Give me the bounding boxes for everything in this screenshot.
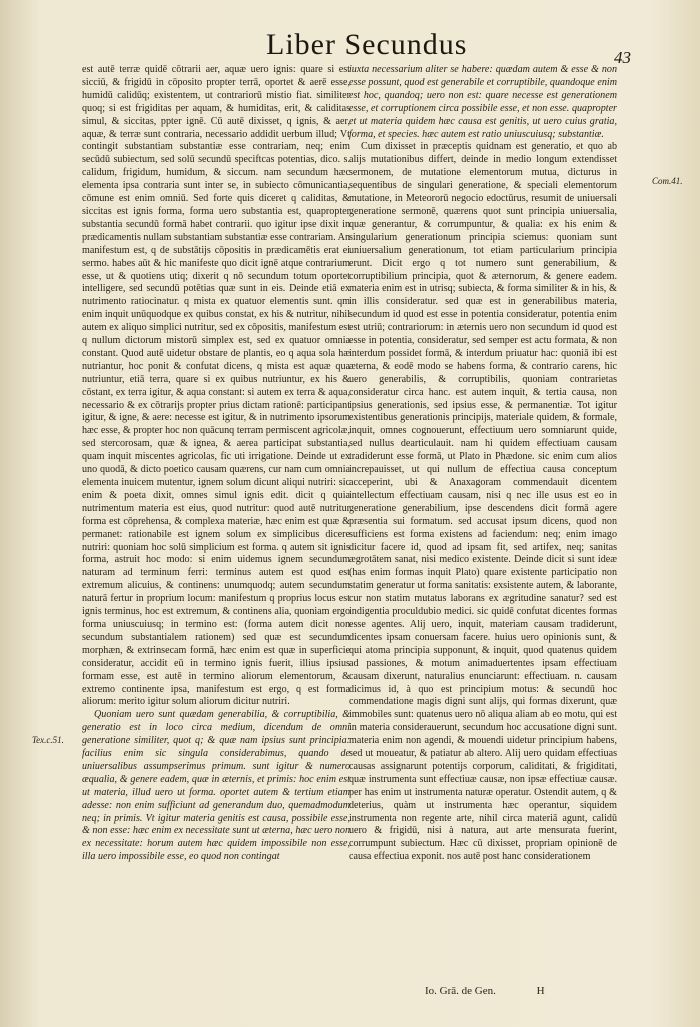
- signature-mark: Io. Grā. de Gen.: [425, 985, 496, 997]
- aristotle-text-paragraph: Quoniam uero sunt quædam generabilia, & corruptibilia, & generatio est in loco circa medium, dicendum de omni generatione similiter, quot q; & quæ nam ipsius sunt principia: facilius enim sic singula considerabimus, quando de uniuersalibus assumpserimus primum. sunt igitur & numero æqualia, & genere eadem, quæ in æternis, et primis: hoc enim est ut materia, illud uero ut forma. oportet autem & tertium etiam adesse: non enim sufficiunt ad generandum duo, quemadmodum neq; in primis. Vt igitur materia genitis est causa, possibile esse, & non esse: hæc enim ex necessitate sunt ut æterna, hæc uero non ex necessitate: horum autem hæc quidem impossibile non esse, illa uero impossibile esse, eo quod non contingat: [82, 709, 350, 863]
- signature-line: [425, 985, 545, 997]
- left-column: [82, 64, 350, 864]
- page-title: Liber Secundus: [266, 28, 468, 61]
- right-column: [349, 64, 617, 864]
- commentary-paragraph: est autē terræ quidē cōtrarii aer, aquæ uero ignis: quare si est sicciū, & frigidū in cōposito propter terrā, oportet & aerē esse, humidū calidūq; existentem, ut contrariorū mistio fiat. similiter quoq; si est frigiditas per aquam, & humiditas, erit, & caliditas simul, & siccitas, ppter ignē. Cū autē dixisset, q ignis, & aer, aquæ, & terræ sunt contraria, necessario addidit uerbum illud; Vt contingit substantiam substantiæ esse contrariam, neq; enim secūdū subiectum, sed solū secundū speciftcas potentias, dico. s. calidum, frigidum, humidum, & siccum. nam secundum hæc elementa ipsa contraria sunt inter se, in subiecto cōmunicantia, cōmune est enim omniū. Sed forte quis diceret q caliditas, & siccitas est ignis forma, forma uero substantia est, quapropter substantia secundū formā habet contrarii. quo igitur ipse dixit in prædicamentis nullam substantiam substantiæ esse contrariam. An manifestum est, q de substātijs cōpositis in prædicamētis erat ei sermo. habes aūt & hic manifeste quo dicit ignē atque contrarium esse, ut & quotiens utiq; dixerit q nō secundum totum oportet intelligere, sed secundū potētias quæ sunt in eis. Deinde etiā ex nutrimento ratiocinatur. q mista ex quatuor elementis sunt. qm enim inquit unūquodque ex quibus constat, ex his & nutritur, nihil autem ex aliquo simplici nutritur, sed ex cōpositis, manifestum est q nullum dictorum mistorū simplex est, sed ex quatuor omnia constant. Quod autē uidetur obstare de plantis, eo q aqua sola hæ nutriantur, hoc ponit & confutat dicens, q mista est aquæ qua nutriuntur, etiā terra, quare si ex quibus nutriuntur, ex his & cōstant, ex terra igitur, & aqua constant: si autem ex terra & aqua, necessario & ex cōtrarijs propter prius dictam rationē: participant igitur, & igne, & aere: necesse est igitur, & in nutrimento ipsorum hæc esse, & propter hoc non quācunq terram permiscent agricolæ, sed stercorosam, quæ & ignea, & aerea participat substantia, quam inquit miscentes agricolas, fic uti irrigatione. Deinde ut ex uno quodā, & dicto poetico causam quærens, cur nam cum omnia elementa inuicem mutentur, ignem solum dicunt aliqui nutriri: sic enim & poeta dixit, omnes simul ignis edit. dicit q quia nutrimentum materia est eius, quod nutritur: quod autē nutritur forma est cōprehensa, & complexa materiæ, hæc enim est quæ & permanet: rationabile est ignem solum ex simplicibus dicere nutriri: quoniam hoc solū simplicium est forma. q autem sit ignis forma, astruit hoc modo: si enim uidemus ignem secundum naturam ad terminum ferri: terminus autem est quod est extremum alicuius, & continens: unumquodq; autem secundum naturā fertur in proprium locum: manifestum q proprius locus est ignis terminus, hoc est extremum, & continens alia, quoniam ergo forma uniuscuiusq; in termino est: (forma autem dicit non secundum substantialem rationem) sed quæ est secundum morphæn, & extrinsecam formā, hæc enim est quæ in superficie consideratur, accidit eū in termino ignis fuerit, illius ipsius formam esse, est autē in termino aliorum elementorum, & extremo continente ipsa, manifestum est ergo, q est forma aliorum: merito igitur solum aliorum dicitur nutriri.: [82, 64, 350, 708]
- signature-letter: H: [536, 985, 545, 997]
- page-number: 43: [614, 48, 631, 67]
- margin-note-commentary-ref: Com.41.: [652, 176, 683, 186]
- commentary-paragraph: Cum dixisset in præceptis quidnam est generatio, et quo ab alijs mutationibus differt, deinde in medio longum extendisset sermonem, de mutatione elementorum mutua, dicturus in sequentibus de singulari generatione, & speciali elementorum mutatione, in Meteororū negocio edoctūrus, resumit de uniuersali generatione sermonē, quærens quot sunt principia uniuersalia, quæ generantur, & corrumpuntur, & qualia: ex his enim & singularium generationum principia sciemus: quoniam sunt uniuersalium generationum, tot etiam particularium principia erunt. Dicit ergo q tot numero sunt generabilium, & corruptibilium principia, quot & æternorum, & genere eadem. materia enim est in utrisq; subiecta, & forma similiter & in his, & in illis consideratur. sed quæ est in generabilibus materia, secundum id quod est esse in potentia consideratur, potentia enim est utriū; contrariorum: in æternis uero non secundum id quod est esse in potentia, consideratur, sed semper est actu formata, & non interdum possidet formā, & interdum priuatur hac: quoniā ibi est æterna, & eodē modo se habens forma, & contrario carens, hic uero generabilis, & corruptibilis, quoniam contrarietas consideratur circa hanc. est autem inquit, & tertia causa, non ipsius generationis, sed ipsius esse, & permanentiæ. Tot igitur existentibus generationis principijs, materiale quidem, & formale, inquit, omnes cognouerunt, effectiuum uero somniarunt quide, sed nullus dearticulauit. nam hi quidem effectiuam causam tradiderunt esse formā, ut Plato in Phædone. sic enim cum alios increpauisset, ut qui nullum de effectiua causa conceptum acceperint, ubi & Anaxagoram commendauit dicentem intellectum effectiuam causam, nisi q nec ille usus est eo in generatione generabilium, ipse descendens dicit formā agere præsentia sui formatum. sed accusat ipsum dicens, quod non sufficiens est forma existens ad faciendum: neq; enim imago dicitur facere id, quod ad ipsam fit, sed artifex, neq; sanitas ægrotātem sanat, nisi medico existente. Deinde dicit si sunt ideæ (has enim formas inquit Plato) quare existente participatio non statim generatur ut forma sanitatis: exsistente autem, & laborante, cur non statim mutatus laborans ex ægritudine sanatur? sed est indigentia proculdubio medici. sic quidē confutat dicentes formas esse agentes. Alij uero, inquit, materiam causam tradiderunt, dicentes ipsam conuersam facere. huius uero opinionis sunt, & qui atoma principia supponunt, & inquit, quod quatenus quidem ad passiones, & motum animaduertentes ipsam effectiuam causam dixerunt, naturalius enunciarunt: effectiuam. n. causam dicimus id, à quo est principium motus: & secundū hoc commendatione magis digni sunt alijs, qui formas dixerunt, quæ immobiles sunt: quatenus uero nō aliqua aliam ab eo motu, qui est in materia considerauerunt, secundum hoc accusatione digni sunt. materia enim non agendi, & mouendi uidetur principium habens, sed ut moueatur, & patiatur ab altero. Alij uero quidam effectiuas causas assignarunt potentijs corporum, caliditati, & frigiditati, quæ instrumenta sunt effectiuæ causæ, non ipsæ effectiuæ causæ. per has enim ut instrumenta naturæ operatur. Ostendit autem, q & deterius, quàm ut instrumenta hæc operantur, siquidem instrumenta non regente arte, nihil circa materiā agunt, calidū uero & frigidū, nisi à natura, aut arte mensurata fuerint, corrumpunt subiectum. Hæc cū dixisset, propriam opinionē de causa effectiua exponit. nos autē post hanc considerationem: [349, 141, 617, 863]
- margin-note-text-ref: Tex.c.51.: [32, 735, 64, 745]
- aristotle-text-continuation: iuxta necessarium aliter se habere: quædam autem & esse & non esse possunt, quod est generabile et corruptibile, quandoque enim est hoc, quandoq; uero non est: quare necesse est generationem esse, et corruptionem circa possibile esse, et non esse. quapropter et ut materia quidem hæc causa est genitis, ut uero cuius gratia, forma, et species. hæc autem est ratio uniuscuiusq; substantiæ.: [349, 64, 617, 140]
